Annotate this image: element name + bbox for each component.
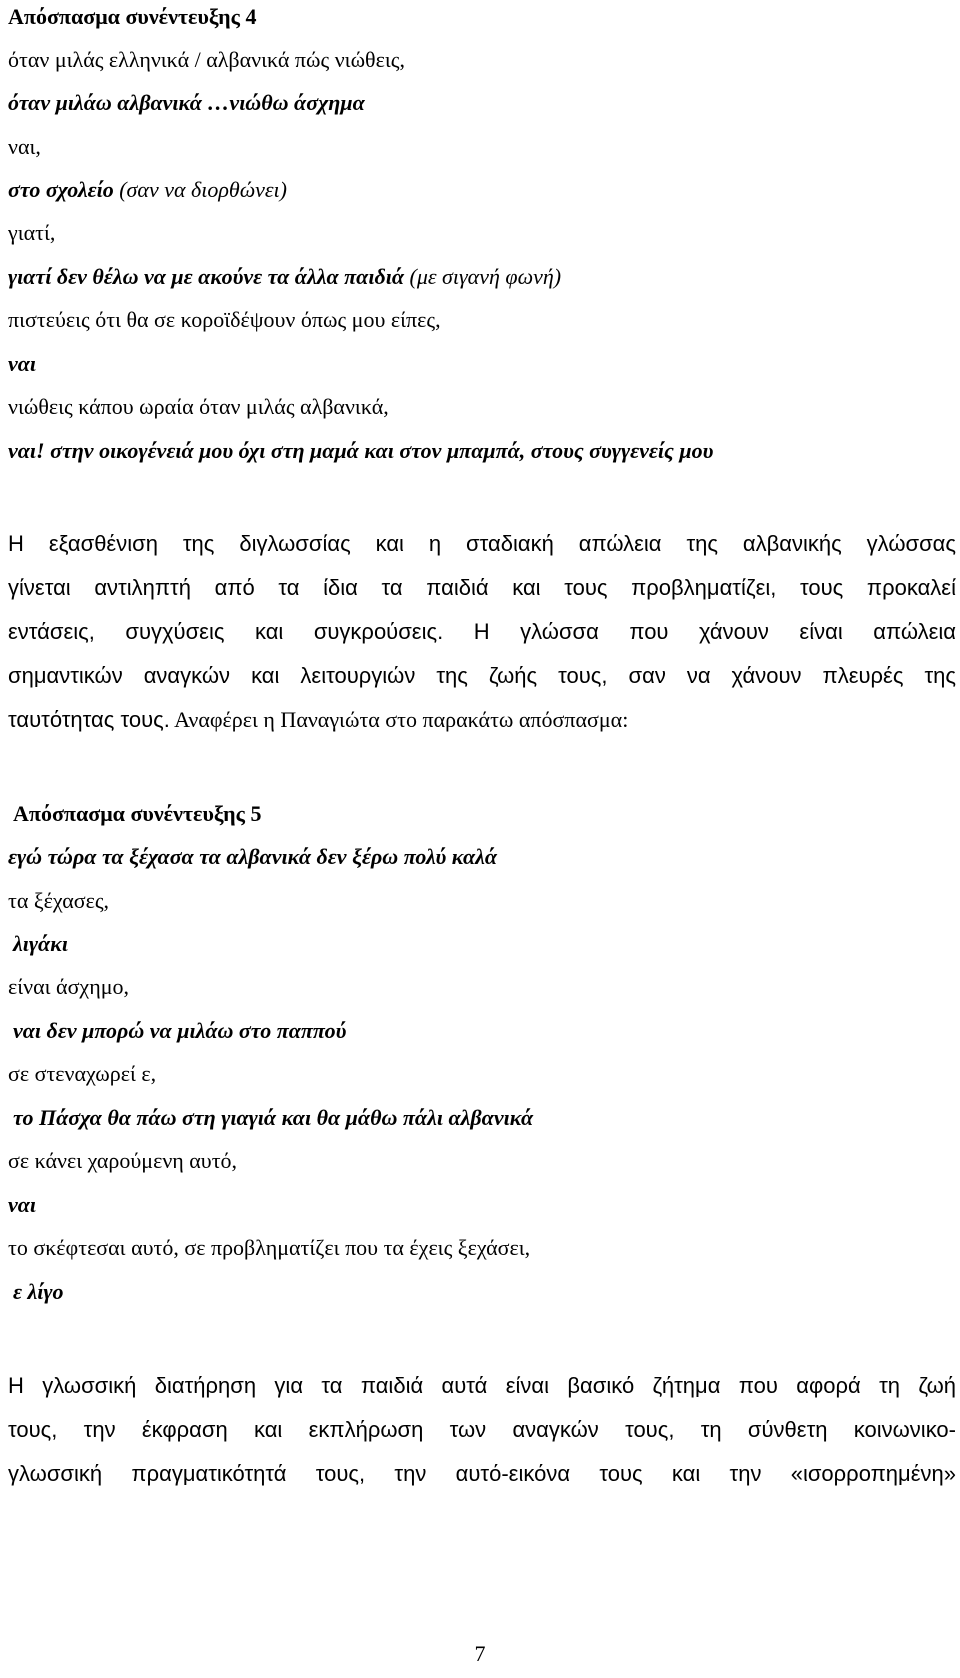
- body-text-line: γλωσσική πραγματικότητά τους, την αυτό-εικόνα τους και την «ισορροπημένη»: [8, 1461, 956, 1486]
- body-text-line: Η γλωσσική διατήρηση για τα παιδιά αυτά είναι βασικό ζήτημα που αφορά τη ζωή: [8, 1373, 956, 1398]
- body-text: Αναφέρει η Παναγιώτα στο παρακάτω απόσπασμα:: [169, 707, 629, 732]
- child-answer-line: [8, 176, 287, 204]
- excerpt-4-heading: Απόσπασμα συνέντευξης 4: [8, 4, 257, 29]
- child-answer: λιγάκι: [13, 931, 68, 956]
- excerpt-5-heading: Απόσπασμα συνέντευξης 5: [13, 801, 262, 826]
- child-answer: ναι: [8, 351, 37, 376]
- body-text-line: γίνεται αντιληπτή από τα ίδια τα παιδιά και τους προβληματίζει, τους προκαλεί: [8, 575, 956, 600]
- body-text-line: σημαντικών αναγκών και λειτουργιών της ζωής τους, σαν να χάνουν πλευρές της: [8, 663, 956, 688]
- child-answer: γιατί δεν θέλω να με ακούνε τα άλλα παιδιά: [8, 264, 404, 289]
- child-answer: ε λίγο: [13, 1279, 64, 1304]
- interviewer-question: γιατί,: [8, 220, 56, 245]
- child-answer: ναι! στην οικογένειά μου όχι στη μαμά και στον μπαμπά, στους συγγενείς μου: [8, 438, 714, 463]
- child-answer: το Πάσχα θα πάω στη γιαγιά και θα μάθω πάλι αλβανικά: [13, 1105, 534, 1130]
- interviewer-question: νιώθεις κάπου ωραία όταν μιλάς αλβανικά,: [8, 394, 389, 419]
- interviewer-question: τα ξέχασες,: [8, 888, 110, 913]
- answer-note: (με σιγανή φωνή): [404, 264, 562, 289]
- interviewer-question: σε κάνει χαρούμενη αυτό,: [8, 1148, 238, 1173]
- interviewer-question: ναι,: [8, 134, 41, 159]
- body-text-last-line: [8, 706, 628, 734]
- body-text: ταυτότητας τους.: [8, 707, 170, 732]
- child-answer: εγώ τώρα τα ξέχασα τα αλβανικά δεν ξέρω πολύ καλά: [8, 844, 498, 869]
- child-answer: στο σχολείο: [8, 177, 114, 202]
- child-answer: όταν μιλάω αλβανικά …νιώθω άσχημα: [8, 90, 365, 115]
- interviewer-question: το σκέφτεσαι αυτό, σε προβληματίζει που τα έχεις ξεχάσει,: [8, 1235, 531, 1260]
- page-number: 7: [474, 1641, 486, 1666]
- body-text-line: εντάσεις, συγχύσεις και συγκρούσεις. Η γλώσσα που χάνουν είναι απώλεια: [8, 619, 956, 644]
- interviewer-question: όταν μιλάς ελληνικά / αλβανικά πώς νιώθεις,: [8, 47, 405, 72]
- answer-note: (σαν να διορθώνει): [113, 177, 287, 202]
- body-text-line: τους, την έκφραση και εκπλήρωση των αναγκών τους, τη σύνθετη κοινωνικο-: [8, 1417, 956, 1442]
- interviewer-question: πιστεύεις ότι θα σε κοροϊδέψουν όπως μου είπες,: [8, 307, 441, 332]
- child-answer: ναι δεν μπορώ να μιλάω στο παππού: [13, 1018, 347, 1043]
- interviewer-question: σε στεναχωρεί ε,: [8, 1061, 157, 1086]
- child-answer: ναι: [8, 1192, 37, 1217]
- child-answer-line: [8, 263, 561, 291]
- interviewer-question: είναι άσχημο,: [8, 974, 129, 999]
- body-text-line: Η εξασθένιση της διγλωσσίας και η σταδιακή απώλεια της αλβανικής γλώσσας: [8, 531, 956, 556]
